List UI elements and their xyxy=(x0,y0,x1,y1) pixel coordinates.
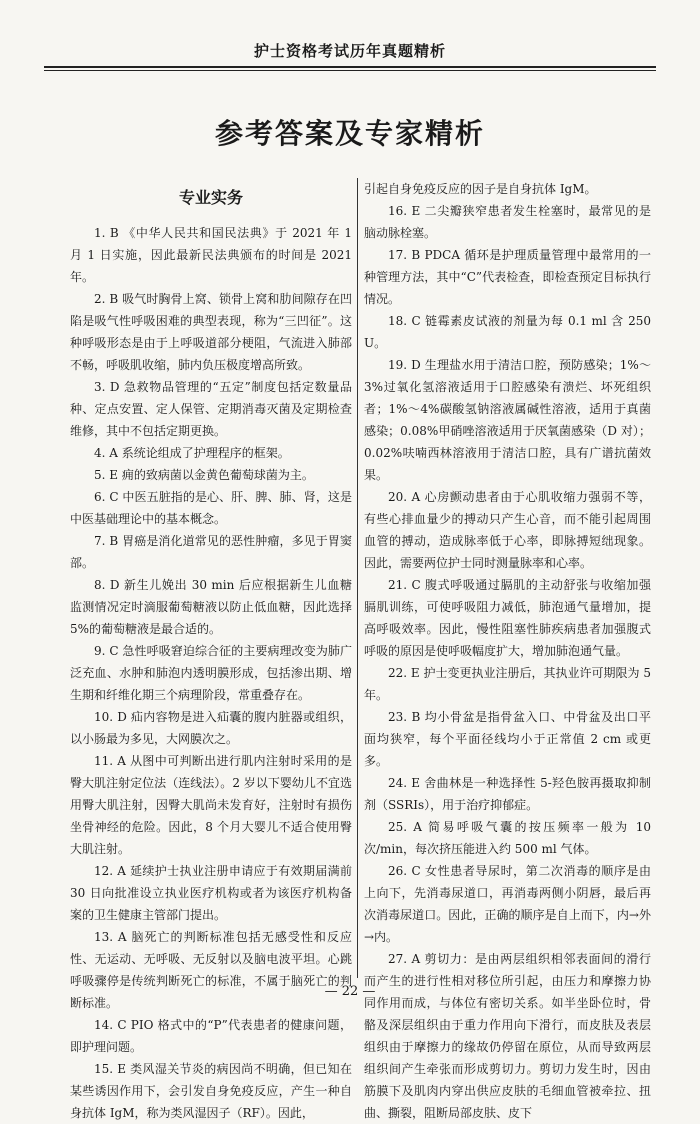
column-divider xyxy=(357,178,358,978)
header-rule xyxy=(44,66,656,71)
answer-8: 8. D 新生儿娩出 30 min 后应根据新生儿血糖监测情况定时滴服葡萄糖液以防止低血糖，因此选择 5%的葡萄糖液是最合适的。 xyxy=(70,578,352,636)
answer-7: 7. B 胃癌是消化道常见的恶性肿瘤，多见于胃窦部。 xyxy=(70,534,352,570)
answer-19: 19. D 生理盐水用于清洁口腔，预防感染；1%～3%过氧化氢溶液适用于口腔感染有溃烂、坏死组织者；1%～4%碳酸氢钠溶液属碱性溶液，适用于真菌感染；0.08%甲硝唑溶液适用于厌氧菌感染（D 对）；0.02%呋喃西林溶液用于清洁口腔，具有广谱抗菌效果。 xyxy=(364,358,651,482)
answer-27: 27. A 剪切力：是由两层组织相邻表面间的滑行而产生的进行性相对移位所引起，由压力和摩擦力协同作用而成，与体位有密切关系。如半坐卧位时，骨骼及深层组织由于重力作用向下滑行，而皮肤及表层组织由于摩擦力的缘故仍停留在原位，从而导致两层组织间产生牵张而形成剪切力。剪切力发生时，因由筋膜下及肌肉内穿出供应皮肤的毛细血管被牵拉、扭曲、撕裂，阻断局部皮肤、皮下 xyxy=(364,952,651,1120)
right-column xyxy=(364,178,651,1124)
left-column xyxy=(70,182,352,1124)
answer-17: 17. B PDCA 循环是护理质量管理中最常用的一种管理方法，其中“C”代表检查，即检查预定目标执行情况。 xyxy=(364,248,651,306)
answer-10: 10. D 疝内容物是进入疝囊的腹内脏器或组织，以小肠最为多见，大网膜次之。 xyxy=(70,710,352,746)
answer-21: 21. C 腹式呼吸通过膈肌的主动舒张与收缩加强膈肌训练，可使呼吸阻力减低，肺泡通气量增加，提高呼吸效率。因此，慢性阻塞性肺疾病患者加强腹式呼吸的原因是使呼吸幅度扩大，增加肺泡通气量。 xyxy=(364,578,651,658)
answer-23: 23. B 均小骨盆是指骨盆入口、中骨盆及出口平面均狭窄，每个平面径线均小于正常值 2 cm 或更多。 xyxy=(364,710,651,768)
answer-11: 11. A 从图中可判断出进行肌内注射时采用的是臀大肌注射定位法（连线法）。2 岁以下婴幼儿不宜选用臀大肌注射，因臀大肌尚未发育好，注射时有损伤坐骨神经的危险。因此，8 个月大婴儿不适合使用臀大肌注射。 xyxy=(70,754,352,856)
answer-12: 12. A 延续护士执业注册申请应于有效期届满前 30 日向批准设立执业医疗机构或者为该医疗机构备案的卫生健康主管部门提出。 xyxy=(70,864,352,922)
answer-2: 2. B 吸气时胸骨上窝、锁骨上窝和肋间隙存在凹陷是吸气性呼吸困难的典型表现，称为“三凹征”。这种呼吸形态是由于上呼吸道部分梗阻，气流进入肺部不畅，呼吸肌收缩，肺内负压极度增高所致。 xyxy=(70,292,352,372)
answer-18: 18. C 链霉素皮试液的剂量为每 0.1 ml 含 250 U。 xyxy=(364,314,651,350)
answer-5: 5. E 痈的致病菌以金黄色葡萄球菌为主。 xyxy=(94,468,314,482)
answer-15-continuation: 引起自身免疫反应的因子是自身抗体 IgM。 xyxy=(364,182,597,196)
answer-20: 20. A 心房颤动患者由于心肌收缩力强弱不等，有些心排血量少的搏动只产生心音，而不能引起周围血管的搏动，造成脉率低于心率，即脉搏短绌现象。因此，需要两位护士同时测量脉率和心率。 xyxy=(364,490,651,570)
answer-3: 3. D 急救物品管理的“五定”制度包括定数量品种、定点安置、定人保管、定期消毒灭菌及定期检查维修，其中不包括定期更换。 xyxy=(70,380,352,438)
running-header: 护士资格考试历年真题精析 xyxy=(253,42,446,60)
answer-14: 14. C PIO 格式中的“P”代表患者的健康问题，即护理问题。 xyxy=(70,1018,352,1054)
answer-13: 13. A 脑死亡的判断标准包括无感受性和反应性、无运动、无呼吸、无反射以及脑电波平坦。心跳呼吸骤停是传统判断死亡的标准，不属于脑死亡的判断标准。 xyxy=(70,930,352,1010)
answer-25: 25. A 简易呼吸气囊的按压频率一般为 10 次/min，每次挤压能进入约 500 ml 气体。 xyxy=(364,820,651,856)
answer-1: 1. B 《中华人民共和国民法典》于 2021 年 1 月 1 日实施，因此最新民法典颁布的时间是 2021 年。 xyxy=(70,226,352,284)
section-title: 专业实务 xyxy=(178,188,243,207)
page-number: — 22 — xyxy=(324,984,376,999)
answer-9: 9. C 急性呼吸窘迫综合征的主要病理改变为肺广泛充血、水肿和肺泡内透明膜形成，包括渗出期、增生期和纤维化期三个病理阶段，常重叠存在。 xyxy=(70,644,352,702)
answer-26: 26. C 女性患者导尿时，第二次消毒的顺序是由上向下，先消毒尿道口，再消毒两侧小阴唇，最后再次消毒尿道口。因此，正确的顺序是自上而下，内→外→内。 xyxy=(364,864,651,944)
answer-16: 16. E 二尖瓣狭窄患者发生栓塞时，最常见的是脑动脉栓塞。 xyxy=(364,204,651,240)
answer-6: 6. C 中医五脏指的是心、肝、脾、肺、肾，这是中医基础理论中的基本概念。 xyxy=(70,490,352,526)
answer-22: 22. E 护士变更执业注册后，其执业许可期限为 5 年。 xyxy=(364,666,651,702)
answer-4: 4. A 系统论组成了护理程序的框架。 xyxy=(94,446,290,460)
answer-24: 24. E 舍曲林是一种选择性 5-羟色胺再摄取抑制剂（SSRIs），用于治疗抑郁症。 xyxy=(364,776,651,812)
answer-15: 15. E 类风湿关节炎的病因尚不明确，但已知在某些诱因作用下，会引发自身免疫反应，产生一种自身抗体 IgM，称为类风湿因子（RF）。因此， xyxy=(70,1062,352,1120)
page-title: 参考答案及专家精析 xyxy=(214,117,485,150)
